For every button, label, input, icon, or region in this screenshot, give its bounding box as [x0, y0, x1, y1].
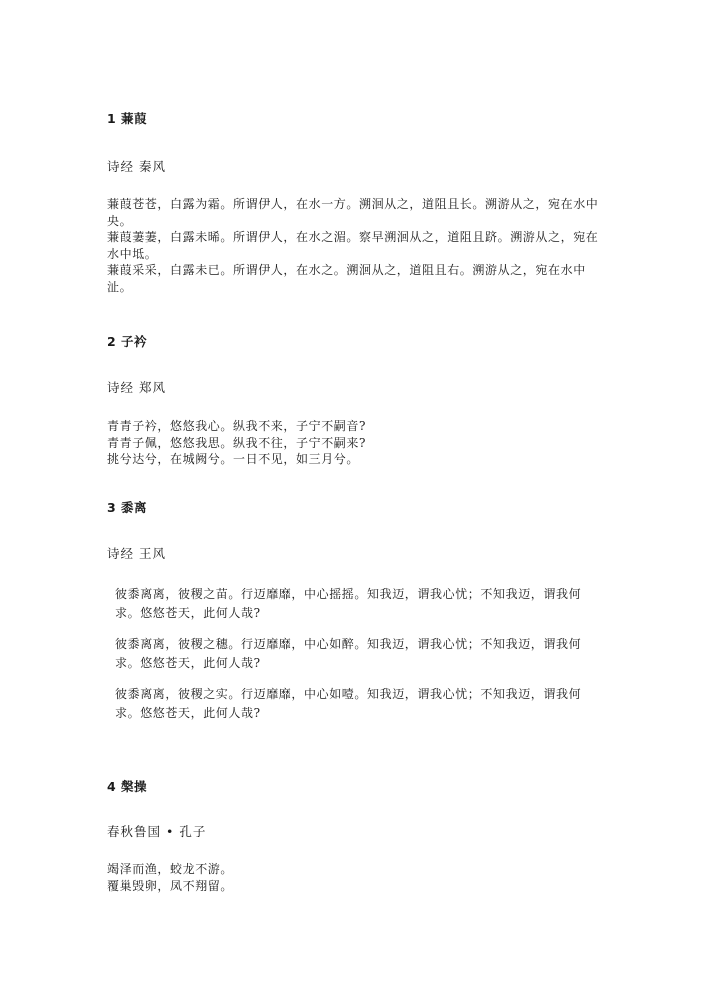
poem-2-line-1: 青青子衿，悠悠我心。纵我不来，子宁不嗣音?	[107, 419, 367, 433]
poem-3-stanza-1: 彼黍离离，彼稷之苗。行迈靡靡，中心摇摇。知我迈，谓我心忧；不知我迈，谓我何求。悠悠苍天，此何人哉?	[115, 587, 582, 620]
poem-4-line-2: 覆巢毁卵，凤不翔留。	[107, 878, 234, 893]
poem-2-line-3: 挑兮达兮，在城阙兮。一日不见，如三月兮。	[107, 452, 360, 467]
poem-1-heading: 1 蒹葭	[107, 111, 148, 126]
poem-2-verses	[107, 418, 607, 468]
poem-4-source: 春秋鲁国 • 孔子	[107, 824, 207, 839]
poem-4-heading: 4 槃操	[107, 779, 148, 794]
poem-1-line-2: 蒹葭萋萋，白露未晞。所谓伊人，在水之湄。察早溯洄从之，道阻且跻。溯游从之，宛在水中坻。	[107, 230, 599, 261]
poem-4-line-1: 竭泽而渔，蛟龙不游。	[107, 862, 234, 876]
poem-3-verses	[115, 585, 605, 735]
poem-1-line-1: 蒹葭苍苍，白露为霜。所谓伊人，在水一方。溯洄从之，道阻且长。溯游从之，宛在水中央。	[107, 197, 599, 228]
poem-3-source: 诗经 王风	[107, 546, 166, 561]
poem-3-heading: 3 黍离	[107, 500, 148, 515]
poem-1-line-3: 蒹葭采采，白露未已。所谓伊人，在水之。溯洄从之，道阻且右。溯游从之，宛在水中沚。	[107, 263, 586, 294]
poem-3-stanza-3: 彼黍离离，彼稷之实。行迈靡靡，中心如噎。知我迈，谓我心忧；不知我迈，谓我何求。悠悠苍天，此何人哉?	[115, 687, 582, 720]
poem-4-verses	[107, 861, 607, 894]
poem-1-verses	[107, 196, 607, 296]
poem-2-heading: 2 子衿	[107, 334, 148, 349]
poem-1-source: 诗经 秦风	[107, 159, 166, 174]
poem-3-stanza-2: 彼黍离离，彼稷之穗。行迈靡靡，中心如醉。知我迈，谓我心忧；不知我迈，谓我何求。悠悠苍天，此何人哉?	[115, 637, 582, 670]
poem-2-source: 诗经 郑风	[107, 380, 166, 395]
poem-2-line-2: 青青子佩，悠悠我思。纵我不往，子宁不嗣来?	[107, 435, 367, 450]
